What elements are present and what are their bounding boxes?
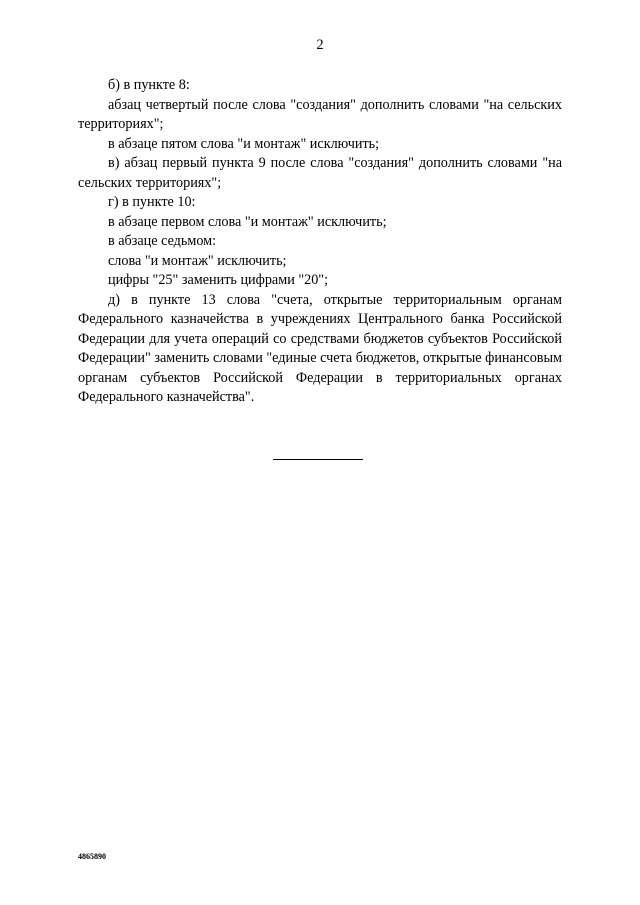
paragraph-b-1: абзац четвертый после слова "создания" дополнить словами "на сельских территориях"; <box>78 96 562 132</box>
page-number: 2 <box>316 37 324 53</box>
paragraph-b-2: в абзаце пятом слова "и монтаж" исключить; <box>108 135 380 152</box>
footer-document-code: 4865890 <box>78 852 106 861</box>
paragraph-g-1: в абзаце первом слова "и монтаж" исключить; <box>108 213 387 230</box>
paragraph-g-2: в абзаце седьмом: <box>108 233 217 249</box>
paragraph-v: в) абзац первый пункта 9 после слова "создания" дополнить словами "на сельских территориях"; <box>78 155 562 191</box>
end-divider-line <box>273 459 363 460</box>
paragraph-b: б) в пункте 8: <box>108 77 190 93</box>
paragraph-g: г) в пункте 10: <box>108 194 196 210</box>
paragraph-g-3: слова "и монтаж" исключить; <box>108 252 287 269</box>
paragraph-d: д) в пункте 13 слова "счета, открытые территориальным органам Федерального казначейства в учреждениях Центрального банка Российской Федерации для учета операций со средствами бюджетов субъектов Российской Федерации" заменить словами "единые счета бюджетов, открытые финансовым органам субъектов Российской Федерации в территориальных органах Федерального казначейства". <box>78 291 562 405</box>
paragraph-g-4: цифры "25" заменить цифрами "20"; <box>108 272 329 288</box>
document-body <box>78 76 562 408</box>
